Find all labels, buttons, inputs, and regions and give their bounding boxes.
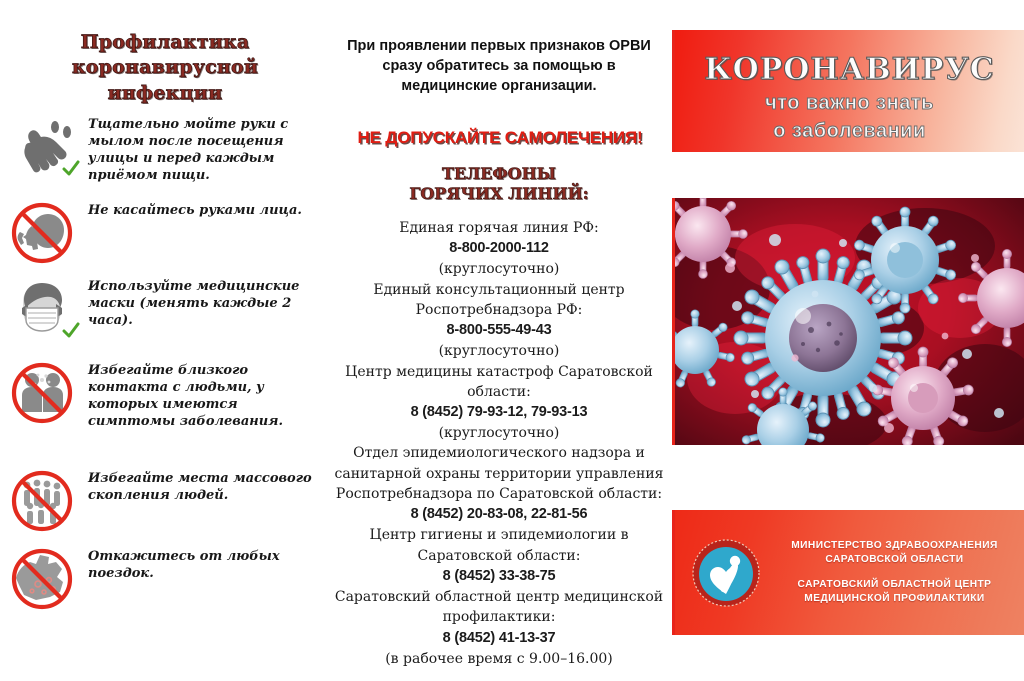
organization-text (775, 539, 1024, 605)
hotline-label: Центр медицины катастроф Саратовской области: (345, 363, 653, 400)
ministry-line-2: САРАТОВСКОЙ ОБЛАСТИ (825, 554, 964, 566)
tip-item-face-mask (0, 276, 330, 340)
hotline-number[interactable]: 8 (8452) 33-38-75 (442, 567, 556, 584)
hotline-label: Единая горячая линия РФ: (399, 220, 599, 236)
tip-text-face-mask: Используйте медицинские маски (менять каждые 2 часа). (88, 279, 300, 329)
ministry-line-1: МИНИСТЕРСТВО ЗДРАВООХРАНЕНИЯ (791, 540, 998, 552)
hotline-entry (334, 443, 664, 525)
prevention-title-line-1: Профилактика (80, 31, 250, 53)
tip-text-no-crowd: Избегайте места массового скопления людей. (88, 471, 312, 504)
banner-subtitle-1: что важно знать (765, 92, 934, 114)
no-close-contact-icon (8, 362, 82, 424)
no-face-touch-icon (8, 202, 82, 264)
hotlines-heading-line-1: ТЕЛЕФОНЫ (442, 164, 556, 183)
tip-item-no-crowd (0, 468, 330, 532)
tip-text-no-travel: Откажитесь от любых поездок. (88, 549, 280, 582)
face-mask-icon (8, 278, 82, 340)
tip-item-handwash (0, 114, 330, 185)
banner-subtitle-2: о заболевании (773, 120, 926, 142)
hotline-number[interactable]: 8 (8452) 41-13-37 (442, 629, 556, 646)
hotline-label: Саратовский областной центр медицинской профилактики: (334, 588, 664, 626)
hotline-entry (334, 362, 664, 444)
tip-item-no-travel (0, 546, 330, 610)
hotline-number[interactable]: 8-800-2000-112 (449, 240, 549, 257)
prevention-title-line-3: инфекции (107, 81, 223, 104)
hotline-note: (в рабочее время с 9.00–16.00) (385, 650, 613, 667)
hotline-label: Единый консультационный центр Роспотребнадзора РФ: (373, 281, 625, 318)
hotline-label: Центр гигиены и эпидемиологии в Саратовской области: (369, 527, 629, 564)
tip-item-no-close-contact (0, 360, 330, 431)
hotlines-heading-line-2: ГОРЯЧИХ ЛИНИЙ: (409, 184, 589, 204)
info-column (675, 0, 1024, 681)
hotlines-column (334, 0, 664, 681)
hotline-number[interactable]: 8-800-555-49-43 (446, 322, 552, 339)
green-check-icon (62, 160, 80, 178)
hotline-entry (334, 218, 664, 280)
prevention-column (0, 0, 330, 681)
hotlines-heading (334, 164, 664, 205)
no-self-treatment-warning: НЕ ДОПУСКАЙТЕ САМОЛЕЧЕНИЯ! (357, 128, 643, 147)
handwash-icon (8, 116, 82, 178)
green-check-icon (62, 322, 80, 340)
prevention-title-line-2: коронавирусной (71, 56, 259, 79)
prevention-title (0, 30, 330, 106)
center-line-1: САРАТОВСКИЙ ОБЛАСТНОЙ ЦЕНТР (797, 579, 992, 590)
center-line-2: МЕДИЦИНСКОЙ ПРОФИЛАКТИКИ (804, 592, 985, 604)
coronavirus-banner (675, 30, 1024, 152)
tip-text-handwash: Тщательно мойте руки с мылом после посещения улицы и перед каждым приёмом пищи. (88, 117, 289, 184)
health-center-logo (691, 538, 761, 608)
banner-title: КОРОНАВИРУС (704, 52, 995, 87)
seek-help-text: При проявлении первых признаков ОРВИ сразу обратитесь за помощью в медицинские организации. (347, 38, 651, 94)
hotline-entry (334, 587, 664, 669)
no-crowd-icon (8, 470, 82, 532)
coronavirus-micrograph (675, 198, 1024, 445)
hotline-note: (круглосуточно) (438, 343, 560, 360)
no-travel-icon (8, 548, 82, 610)
footer-spacer (775, 567, 1014, 578)
hotline-number[interactable]: 8 (8452) 79-93-12, 79-93-13 (410, 404, 588, 421)
hotlines-list (334, 218, 664, 669)
organization-footer (675, 510, 1024, 635)
hotline-note: (круглосуточно) (438, 261, 560, 278)
hotline-note: (круглосуточно) (438, 425, 560, 442)
tip-text-no-face-touch: Не касайтесь руками лица. (88, 203, 302, 218)
hotline-number[interactable]: 8 (8452) 20-83-08, 22-81-56 (410, 506, 588, 523)
tip-text-no-close-contact: Избегайте близкого контакта с людьми, у которых имеются симптомы заболевания. (88, 363, 284, 430)
hotline-entry (334, 525, 664, 587)
hotline-entry (334, 280, 664, 362)
tip-item-no-face-touch (0, 200, 330, 264)
hotline-label: Отдел эпидемиологического надзора и санитарной охраны территории управления Роспотребнадзора по Саратовской области: (334, 445, 664, 503)
